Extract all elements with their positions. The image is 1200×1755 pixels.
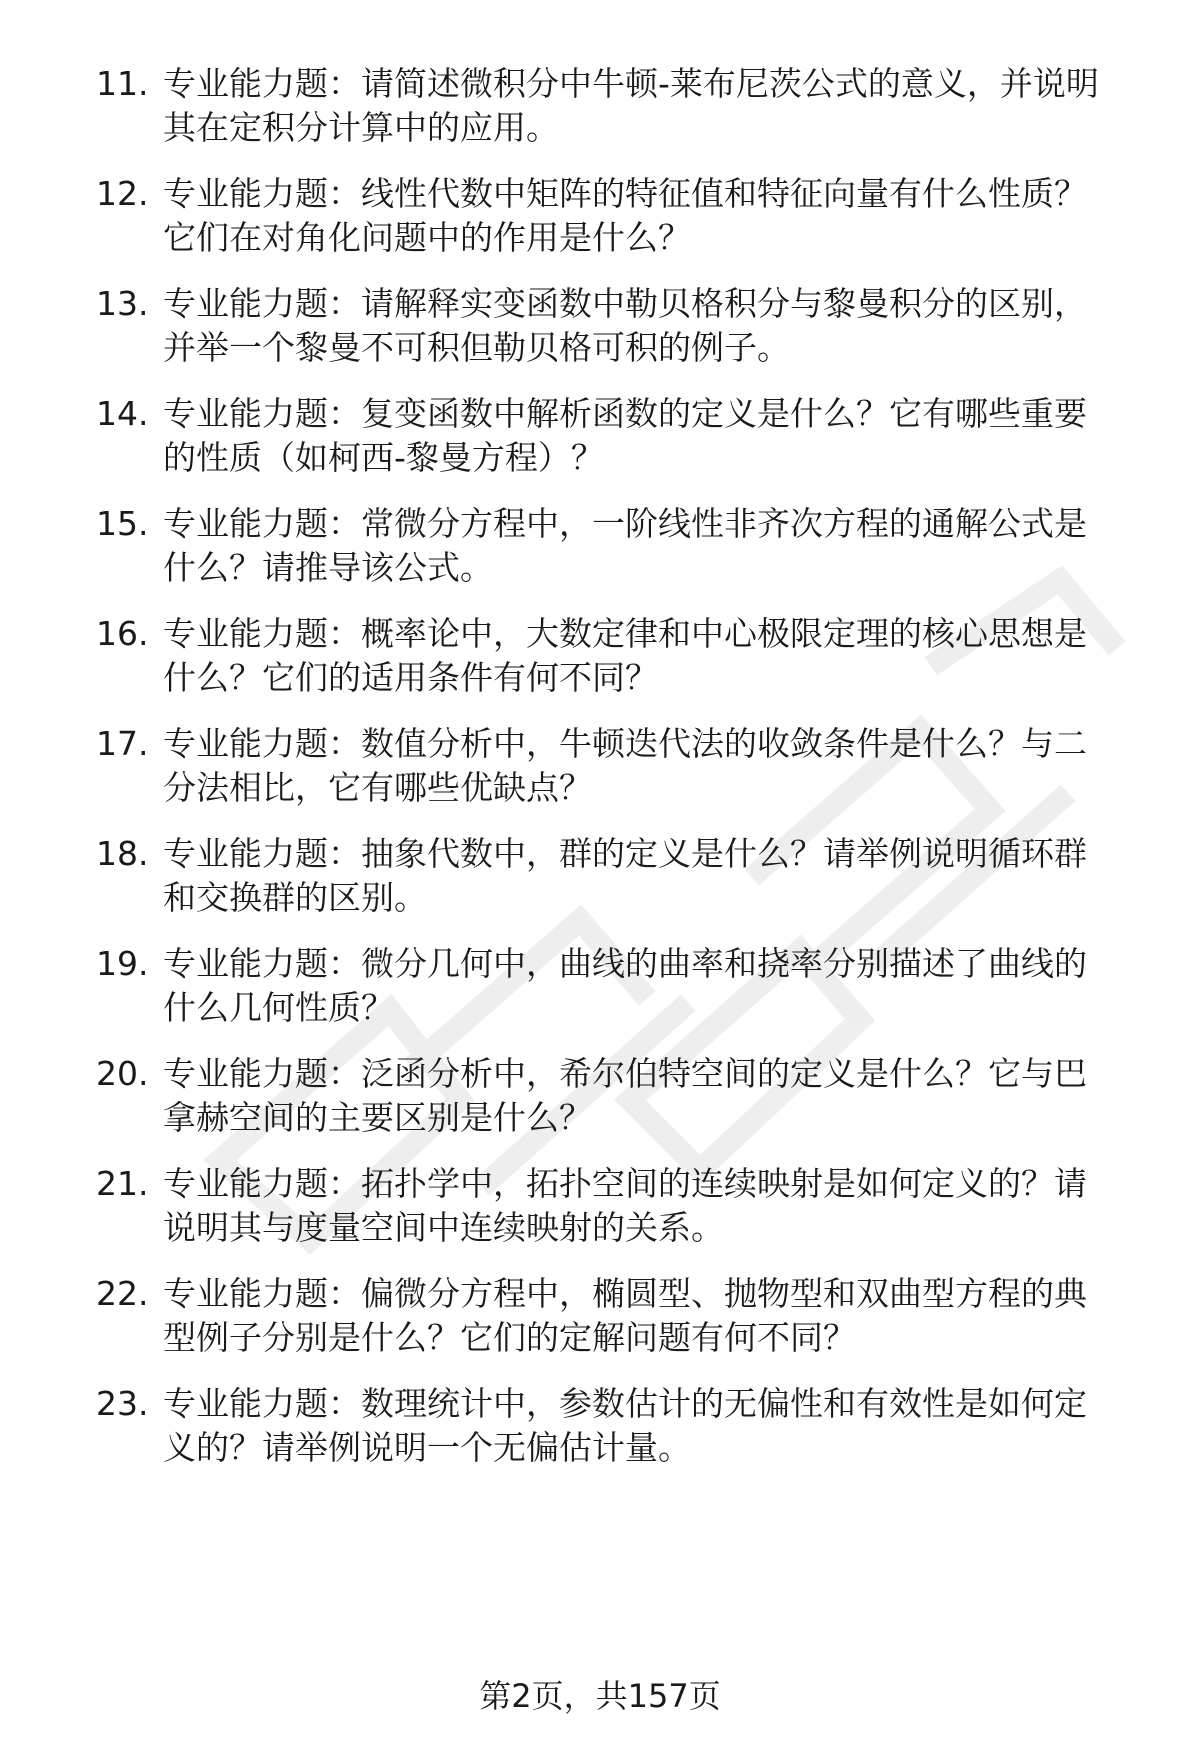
question-line: 专业能力题：概率论中，大数定律和中心极限定理的核心思想是 [163, 614, 1087, 653]
question-item [0, 1374, 1200, 1484]
question-text [163, 62, 1103, 150]
question-line: 什么？它们的适用条件有何不同？ [163, 658, 658, 697]
question-text [163, 722, 1103, 810]
question-number: 15. [96, 504, 149, 543]
question-number: 14. [96, 394, 149, 433]
question-item [0, 54, 1200, 164]
question-line: 义的？请举例说明一个无偏估计量。 [163, 1428, 691, 1467]
question-line: 专业能力题：线性代数中矩阵的特征值和特征向量有什么性质？ [163, 174, 1087, 213]
question-line: 专业能力题：数理统计中，参数估计的无偏性和有效性是如何定 [163, 1384, 1087, 1423]
question-line: 的性质（如柯西-黎曼方程）？ [163, 438, 604, 477]
question-line: 专业能力题：拓扑学中，拓扑空间的连续映射是如何定义的？请 [163, 1164, 1087, 1203]
question-line: 型例子分别是什么？它们的定解问题有何不同？ [163, 1318, 856, 1357]
question-number: 22. [96, 1274, 149, 1313]
question-item [0, 824, 1200, 934]
question-line: 专业能力题：偏微分方程中，椭圆型、抛物型和双曲型方程的典 [163, 1274, 1087, 1313]
page-number-footer: 第2页，共157页 [479, 1677, 721, 1715]
question-item [0, 934, 1200, 1044]
question-text [163, 282, 1103, 370]
question-line: 它们在对角化问题中的作用是什么？ [163, 218, 691, 257]
question-line: 并举一个黎曼不可积但勒贝格可积的例子。 [163, 328, 790, 367]
question-line: 什么几何性质？ [163, 988, 394, 1027]
question-line: 其在定积分计算中的应用。 [163, 108, 559, 147]
question-item [0, 164, 1200, 274]
question-number: 12. [96, 174, 149, 213]
question-line: 什么？请推导该公式。 [163, 548, 493, 587]
question-text [163, 612, 1103, 700]
question-text [163, 172, 1103, 260]
question-item [0, 494, 1200, 604]
question-number: 11. [96, 64, 149, 103]
question-line: 专业能力题：泛函分析中，希尔伯特空间的定义是什么？它与巴 [163, 1054, 1087, 1093]
question-number: 20. [96, 1054, 149, 1093]
question-line: 专业能力题：请简述微积分中牛顿-莱布尼茨公式的意义，并说明 [163, 64, 1099, 103]
question-line: 和交换群的区别。 [163, 878, 427, 917]
question-text [163, 1052, 1103, 1140]
question-line: 专业能力题：请解释实变函数中勒贝格积分与黎曼积分的区别， [163, 284, 1087, 323]
question-line: 专业能力题：复变函数中解析函数的定义是什么？它有哪些重要 [163, 394, 1087, 433]
question-number: 18. [96, 834, 149, 873]
question-number: 19. [96, 944, 149, 983]
question-item [0, 1264, 1200, 1374]
question-number: 17. [96, 724, 149, 763]
question-line: 专业能力题：常微分方程中，一阶线性非齐次方程的通解公式是 [163, 504, 1087, 543]
question-text [163, 942, 1103, 1030]
question-text [163, 502, 1103, 590]
question-number: 21. [96, 1164, 149, 1203]
question-line: 专业能力题：数值分析中，牛顿迭代法的收敛条件是什么？与二 [163, 724, 1087, 763]
question-item [0, 1044, 1200, 1154]
question-item [0, 274, 1200, 384]
question-line: 分法相比，它有哪些优缺点？ [163, 768, 592, 807]
question-number: 16. [96, 614, 149, 653]
question-item [0, 604, 1200, 714]
question-item [0, 384, 1200, 494]
question-text [163, 1382, 1103, 1470]
question-line: 专业能力题：微分几何中，曲线的曲率和挠率分别描述了曲线的 [163, 944, 1087, 983]
question-line: 拿赫空间的主要区别是什么？ [163, 1098, 592, 1137]
question-text [163, 1272, 1103, 1360]
question-text [163, 832, 1103, 920]
question-line: 说明其与度量空间中连续映射的关系。 [163, 1208, 724, 1247]
question-number: 23. [96, 1384, 149, 1423]
question-item [0, 714, 1200, 824]
question-text [163, 392, 1103, 480]
question-item [0, 1154, 1200, 1264]
question-number: 13. [96, 284, 149, 323]
question-line: 专业能力题：抽象代数中，群的定义是什么？请举例说明循环群 [163, 834, 1087, 873]
question-text [163, 1162, 1103, 1250]
